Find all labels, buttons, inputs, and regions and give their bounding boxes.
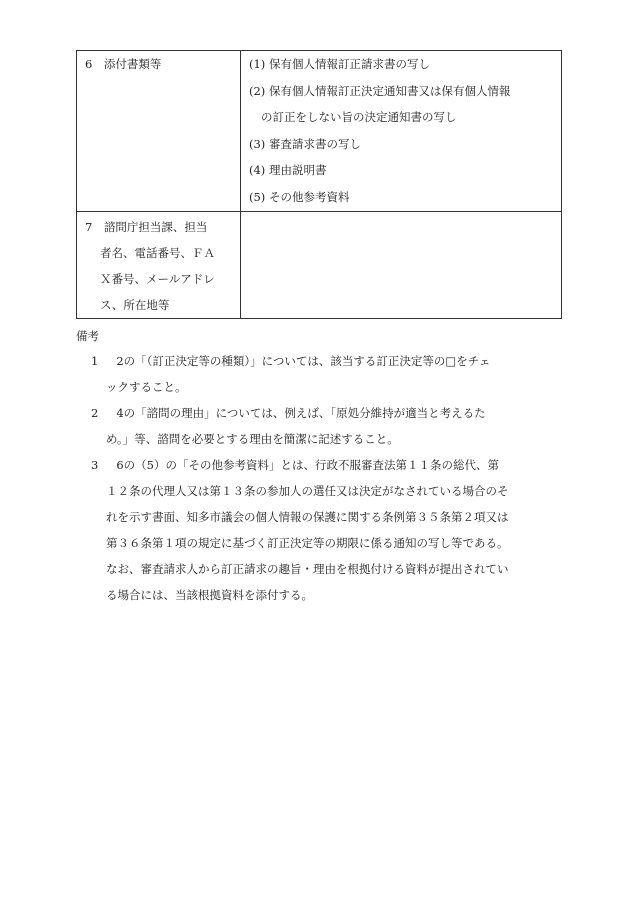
row-label-line: ス、所在地等	[100, 297, 170, 312]
note-text: ックすること。	[106, 380, 187, 394]
note-text: 第３６条第１項の規定に基づく訂正決定等の期限に係る通知の写し等である。	[106, 536, 509, 550]
table-row-contact	[77, 211, 562, 318]
note-text: １２条の代理人又は第１３条の参加人の選任又は決定がなされている場合のそ	[106, 484, 509, 498]
attachment-item: (5) その他参考資料	[249, 189, 350, 204]
note-text: る場合には、当該根拠資料を添付する。	[106, 588, 313, 602]
attachment-item-continued: の訂正をしない旨の決定通知書の写し	[261, 110, 457, 125]
note-item-3	[76, 452, 562, 608]
note-text: 4の「諮問の理由」については、例えば、「原処分維持が適当と考えるた	[116, 406, 486, 420]
row-label-cell	[77, 51, 241, 212]
note-item-1	[76, 348, 562, 400]
note-number: 2	[91, 406, 99, 420]
table-row-attachments	[77, 51, 562, 212]
row-value-cell-empty[interactable]	[241, 211, 562, 318]
note-number: 1	[91, 354, 99, 368]
row-label-cell	[77, 211, 241, 318]
row-value-cell	[241, 51, 562, 212]
note-text: 2の「（訂正決定等の種類）」については、該当する訂正決定等の□をチェ	[116, 354, 491, 368]
note-text: 6の（5）の「その他参考資料」とは、行政不服審査法第１１条の総代、第	[116, 458, 499, 472]
notes-title: 備考	[76, 329, 99, 343]
note-text: め。」等、諮問を必要とする理由を簡潔に記述すること。	[106, 432, 399, 446]
attachment-item: (4) 理由説明書	[249, 163, 327, 178]
attachment-item: (3) 審査請求書の写し	[249, 136, 361, 151]
row-label-line: 6 添付書類等	[85, 57, 162, 71]
note-item-2	[76, 400, 562, 452]
form-table	[76, 50, 562, 319]
row-label-line: 7 諮問庁担当課、担当	[85, 219, 208, 234]
row-label-line: Ｘ番号、メールアドレ	[100, 271, 215, 286]
note-text: なお、審査請求人から訂正請求の趣旨・理由を根拠付ける資料が提出されてい	[106, 562, 509, 576]
note-text: れを示す書面、知多市議会の個人情報の保護に関する条例第３５条第２項又は	[106, 510, 509, 524]
note-number: 3	[91, 458, 99, 472]
attachment-item: (1) 保有個人情報訂正請求書の写し	[249, 57, 430, 71]
notes-section	[76, 324, 562, 608]
row-label-line: 者名、電話番号、ＦＡ	[100, 245, 215, 260]
attachment-item: (2) 保有個人情報訂正決定通知書又は保有個人情報	[249, 83, 511, 98]
